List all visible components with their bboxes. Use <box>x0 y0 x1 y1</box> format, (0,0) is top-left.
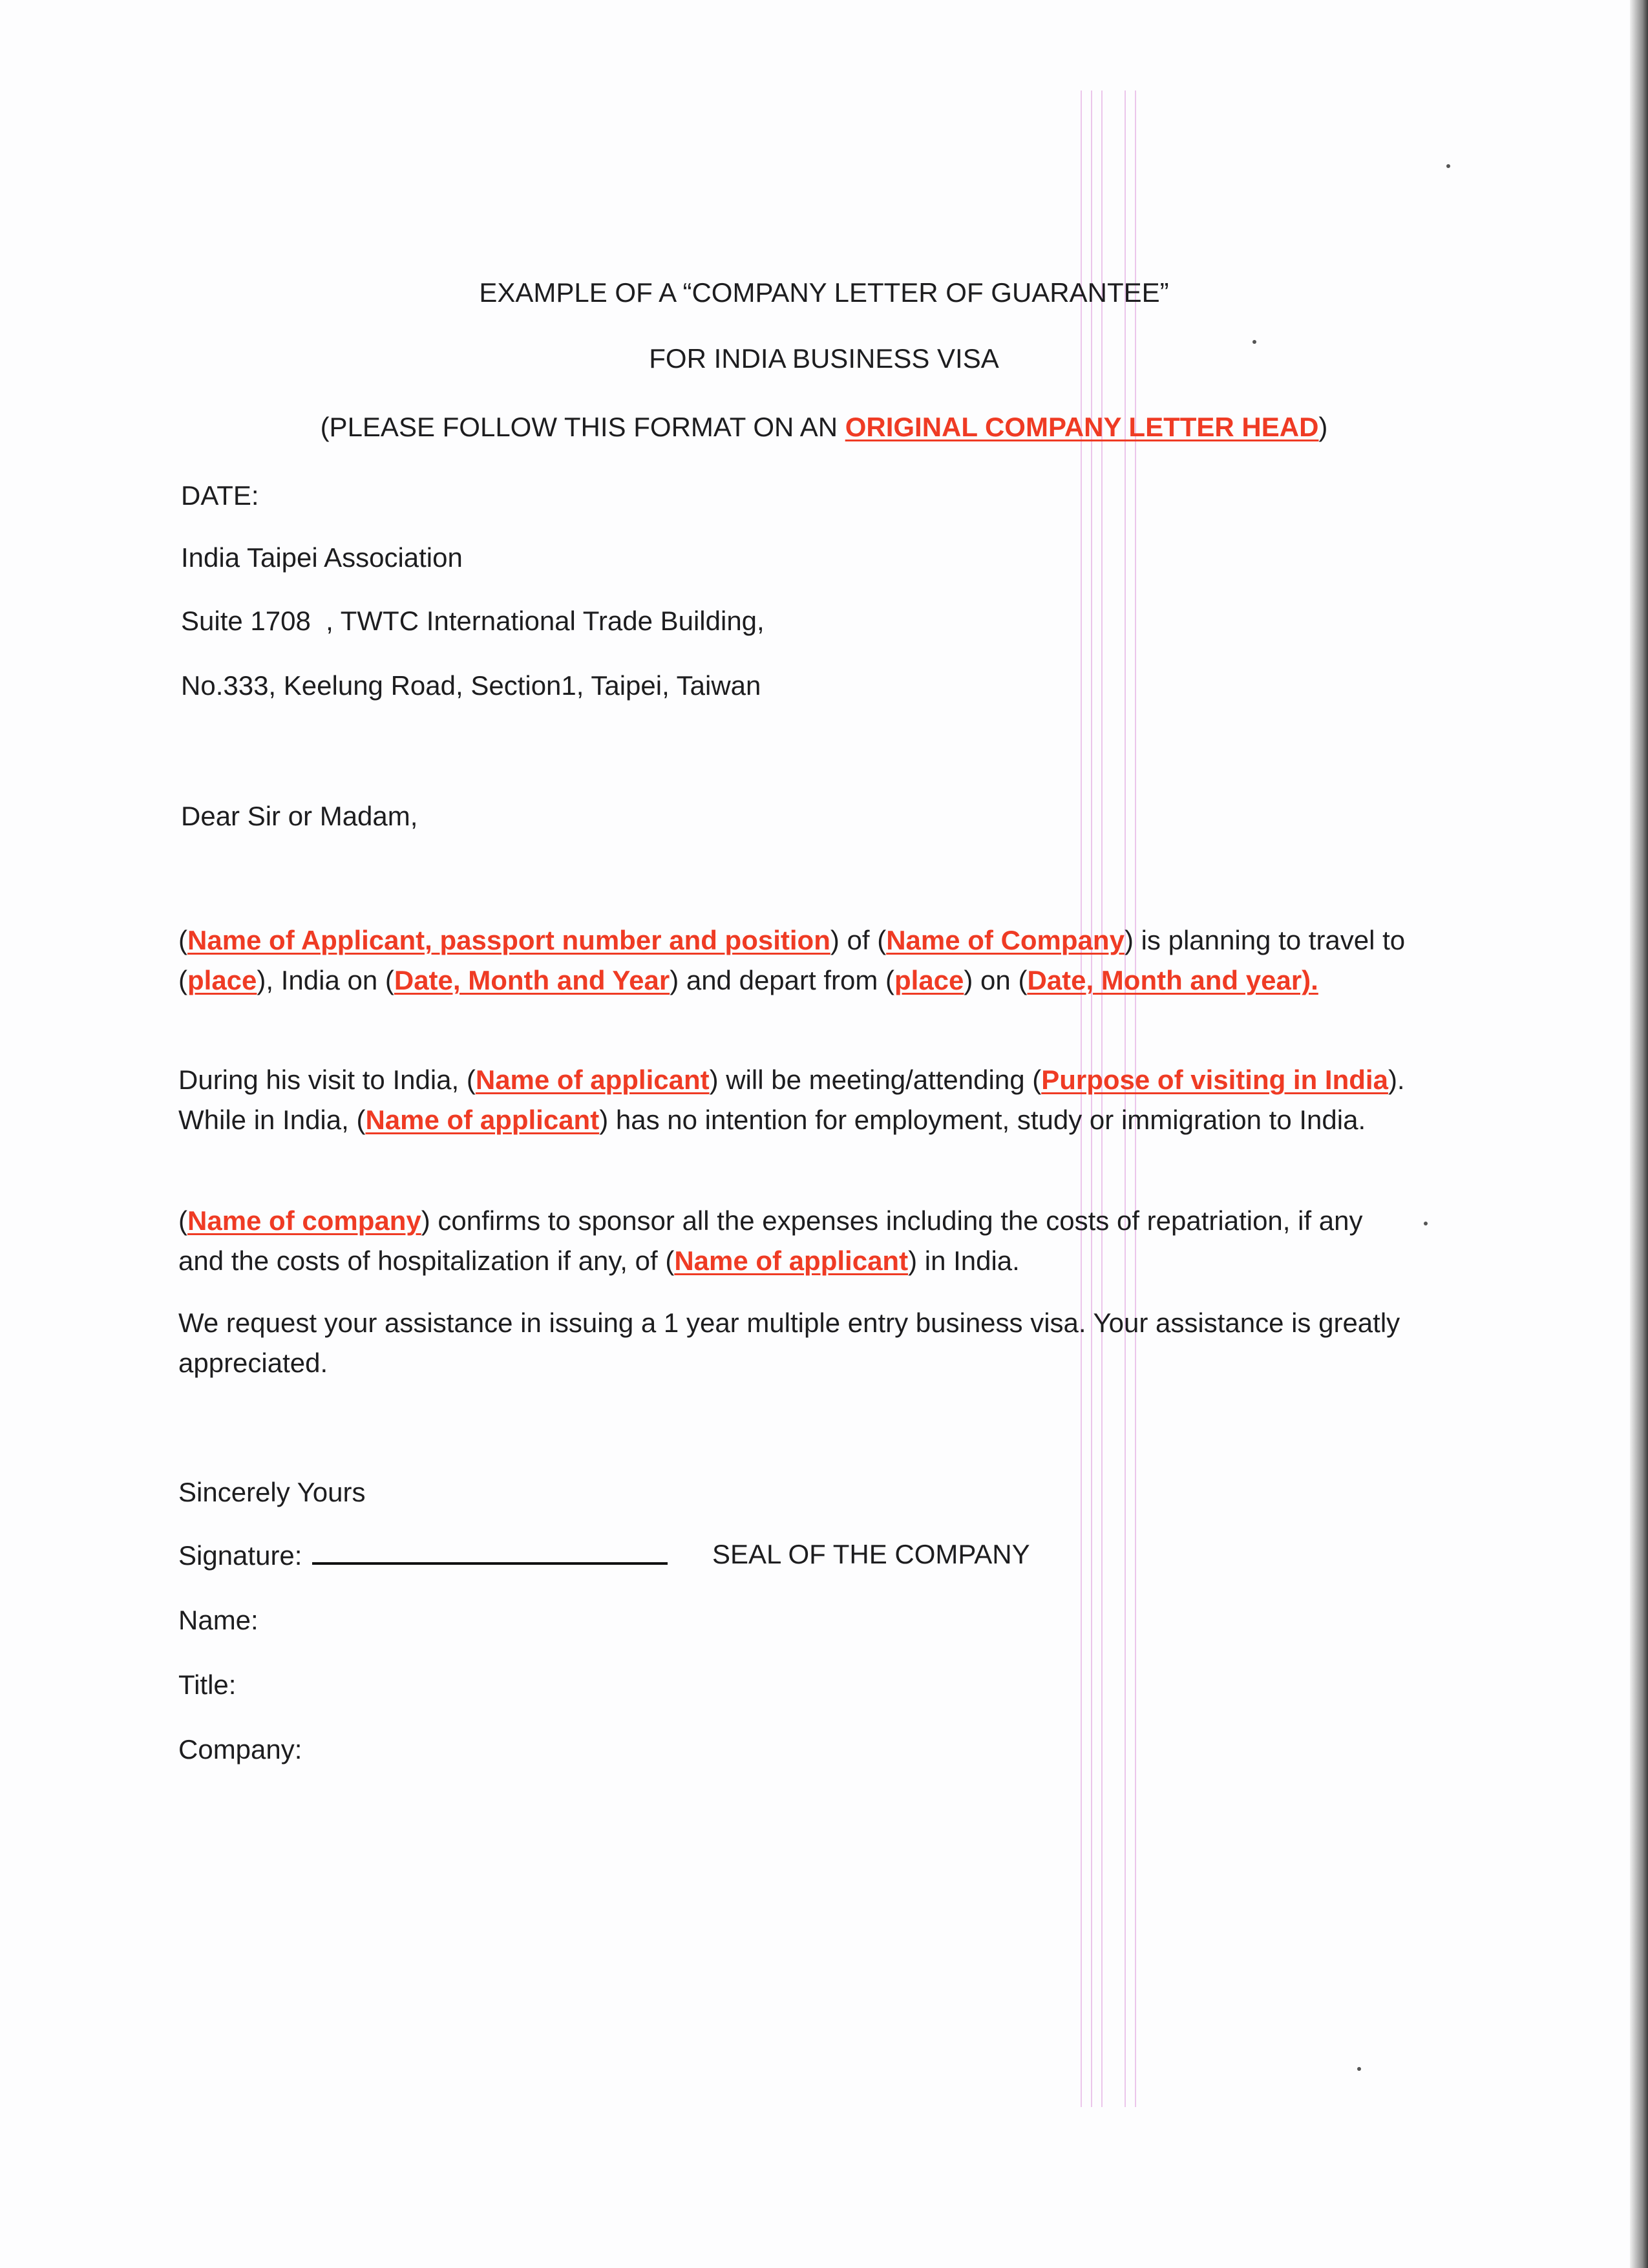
field-applicant-details: Name of Applicant, passport number and position <box>187 925 830 955</box>
field-arrival-place: place <box>187 965 257 995</box>
instruction-close: ) <box>1318 412 1328 442</box>
p3-text: ( <box>178 1205 187 1236</box>
field-visit-purpose: Purpose of visiting in India <box>1041 1065 1388 1095</box>
p1-text: ) and depart from ( <box>670 965 894 995</box>
signature-label: Signature: <box>178 1540 302 1571</box>
signature-row <box>178 1540 668 1572</box>
field-applicant-name: Name of applicant <box>365 1105 600 1135</box>
letterhead-highlight: ORIGINAL COMPANY LETTER HEAD <box>845 412 1319 442</box>
dust-speck <box>1424 1222 1428 1225</box>
field-applicant-name: Name of applicant <box>475 1065 710 1095</box>
request-text: We request your assistance in issuing a 1 year multiple entry business visa. Your assistance is greatly appreciated. <box>178 1308 1400 1378</box>
p1-text: ), India on ( <box>257 965 394 995</box>
field-company-name: Name of Company <box>886 925 1125 955</box>
dust-speck <box>1446 164 1450 168</box>
p2-text: ) will be meeting/attending ( <box>709 1065 1042 1095</box>
paragraph-purpose <box>178 1060 1406 1140</box>
instruction-text: (PLEASE FOLLOW THIS FORMAT ON AN <box>320 412 845 442</box>
closing: Sincerely Yours <box>178 1477 366 1507</box>
p1-text: ) of ( <box>830 925 887 955</box>
address-line-2: Suite 1708 , TWTC International Trade Building, <box>181 606 765 636</box>
field-departure-place: place <box>894 965 964 995</box>
field-arrival-date: Date, Month and Year <box>394 965 670 995</box>
dust-speck <box>1357 2067 1361 2071</box>
p2-text: ) has no intention for employment, study or immigration to India. <box>599 1105 1366 1135</box>
p1-text: ) on ( <box>964 965 1028 995</box>
seal-label: SEAL OF THE COMPANY <box>712 1539 1030 1569</box>
p3-text: ) in India. <box>908 1245 1020 1276</box>
date-label: DATE: <box>181 480 259 511</box>
company-label: Company: <box>178 1734 302 1765</box>
p2-text: During his visit to India, ( <box>178 1065 476 1095</box>
heading-subtitle: FOR INDIA BUSINESS VISA <box>649 343 999 374</box>
p3-text: ) confirms to sponsor all the expenses including the costs of repatriation, if any and the costs of hospitalization if any, of ( <box>178 1205 1363 1276</box>
signature-line <box>312 1543 668 1565</box>
paragraph-travel <box>178 920 1406 1001</box>
salutation: Dear Sir or Madam, <box>181 801 418 831</box>
paragraph-sponsorship <box>178 1201 1406 1281</box>
heading-title: EXAMPLE OF A “COMPANY LETTER OF GUARANTEE” <box>479 277 1169 308</box>
title-label: Title: <box>178 1669 237 1700</box>
field-applicant-name: Name of applicant <box>674 1245 909 1276</box>
paragraph-request <box>178 1303 1406 1383</box>
heading-instruction <box>0 411 1648 443</box>
page-edge-shadow <box>1630 0 1648 2268</box>
name-label: Name: <box>178 1605 259 1635</box>
p1-text: ) is planning to travel to ( <box>178 925 1406 995</box>
field-company-name: Name of company <box>187 1205 421 1236</box>
address-line-3: No.333, Keelung Road, Section1, Taipei, Taiwan <box>181 670 761 701</box>
field-departure-date: Date, Month and year). <box>1027 965 1318 995</box>
p1-text: ( <box>178 925 187 955</box>
address-line-1: India Taipei Association <box>181 542 463 573</box>
p2-text: ). While in India, ( <box>178 1065 1405 1135</box>
